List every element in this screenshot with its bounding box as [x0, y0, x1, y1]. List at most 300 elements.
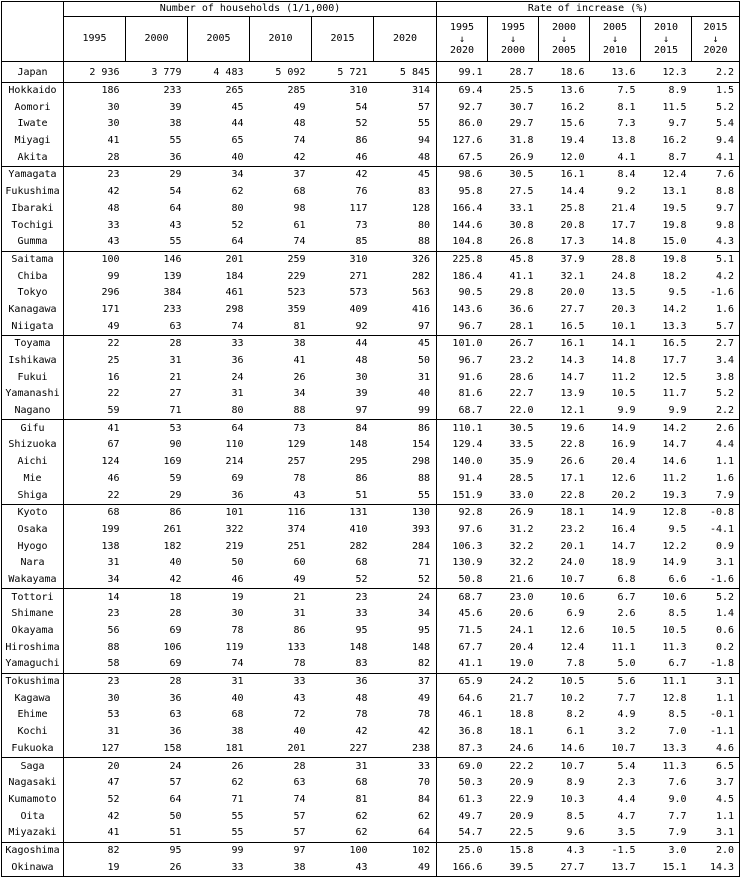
household-count-cell: 49 — [250, 572, 312, 589]
household-count-cell: 64 — [374, 825, 437, 842]
rate-cell: 4.1 — [590, 149, 641, 166]
rate-cell: 22.8 — [539, 487, 590, 504]
household-count-cell: 49 — [417, 692, 431, 704]
household-count-cell: 410 — [349, 523, 368, 535]
household-count-cell: 298 — [411, 456, 431, 468]
rate-cell: 25.5 — [509, 85, 534, 97]
table-row — [2, 285, 740, 302]
household-count-cell: 85 — [312, 234, 374, 251]
down-arrow-icon: ↓ — [459, 33, 466, 45]
rate-cell: 33.1 — [509, 202, 534, 214]
household-count-cell: 271 — [349, 270, 368, 282]
rate-cell: 35.9 — [509, 456, 534, 468]
household-count-cell: 55 — [169, 135, 182, 147]
rate-cell: 11.1 — [662, 676, 687, 688]
table-row — [2, 99, 740, 116]
household-count-cell: 97 — [312, 403, 374, 420]
rate-cell: 30.7 — [509, 101, 534, 113]
rate-cell: 45.8 — [509, 253, 534, 265]
household-count-cell: 42 — [126, 572, 188, 589]
rate-cell: 4.1 — [692, 149, 740, 166]
household-count-cell: 43 — [312, 859, 374, 876]
household-count-cell: 48 — [355, 692, 368, 704]
rate-cell: 33.0 — [488, 487, 539, 504]
household-count-cell: 36 — [169, 692, 182, 704]
table-row — [2, 825, 740, 842]
prefecture-name: Kumamoto — [2, 792, 64, 809]
table-row — [2, 707, 740, 724]
rate-cell: 144.6 — [437, 217, 488, 234]
household-count-cell: 68 — [107, 507, 120, 519]
rate-cell: 20.3 — [611, 303, 636, 315]
household-count-cell: 39 — [169, 101, 182, 113]
rate-cell: 14.2 — [662, 422, 687, 434]
rate-cell: 46.1 — [437, 707, 488, 724]
rate-cell: 49.7 — [437, 808, 488, 825]
household-count-cell: 14 — [107, 591, 120, 603]
rate-cell: 5.6 — [617, 676, 636, 688]
household-count-cell: 46 — [312, 149, 374, 166]
prefecture-name: Gifu — [2, 420, 64, 437]
rate-cell: 16.4 — [611, 523, 636, 535]
rate-cell: 8.7 — [641, 149, 692, 166]
prefecture-name: Shiga — [2, 487, 64, 504]
rate-cell: 8.9 — [566, 777, 585, 789]
household-count-cell: 146 — [163, 253, 182, 265]
rate-cell: 20.6 — [509, 608, 534, 620]
rate-cell: 24.2 — [509, 676, 534, 688]
down-arrow-icon: ↓ — [510, 33, 517, 45]
table-row — [2, 572, 740, 589]
rate-cell: 10.5 — [611, 388, 636, 400]
household-count-cell: 563 — [411, 287, 431, 299]
prefecture-name: Kagoshima — [2, 842, 64, 859]
rate-cell: 68.7 — [437, 403, 488, 420]
household-count-cell: 52 — [231, 219, 244, 231]
household-count-cell: 51 — [312, 487, 374, 504]
period-year: 2015 — [653, 44, 679, 56]
household-count-cell: 68 — [355, 777, 368, 789]
rate-cell: 16.1 — [560, 169, 585, 181]
household-count-cell: 33 — [355, 608, 368, 620]
rate-cell: 12.3 — [641, 62, 692, 83]
rate-cell: 3.7 — [692, 775, 740, 792]
household-count-cell: 116 — [287, 507, 306, 519]
rate-cell: 13.7 — [590, 859, 641, 876]
household-count-cell: 61 — [293, 219, 306, 231]
household-count-cell: 106 — [163, 641, 182, 653]
rate-cell: 9.9 — [641, 403, 692, 420]
rate-cell: 20.4 — [509, 641, 534, 653]
rate-cell: 129.4 — [437, 437, 488, 454]
household-count-cell: 182 — [163, 540, 182, 552]
household-count-cell: 326 — [411, 253, 431, 265]
household-year-header: 2005 — [188, 17, 250, 62]
rate-cell: -0.8 — [692, 504, 740, 521]
household-count-cell: 81 — [250, 318, 312, 335]
household-count-cell: 64 — [188, 234, 250, 251]
rate-cell: 3.1 — [692, 825, 740, 842]
prefecture-name: Yamagata — [2, 167, 64, 184]
rate-cell: 87.3 — [437, 741, 488, 758]
household-count-cell: 41 — [107, 135, 120, 147]
household-count-cell: 74 — [188, 656, 250, 673]
prefecture-name: Nagano — [2, 403, 64, 420]
rate-cell: 23.2 — [509, 355, 534, 367]
table-row — [2, 487, 740, 504]
household-count-cell: 73 — [355, 219, 368, 231]
household-count-cell: 82 — [107, 844, 120, 856]
rate-cell: 8.5 — [668, 608, 687, 620]
household-count-cell: 29 — [169, 169, 182, 181]
rate-cell: 21.4 — [611, 202, 636, 214]
prefecture-name: Nagasaki — [2, 775, 64, 792]
table-row — [2, 133, 740, 150]
household-count-cell: 68 — [231, 709, 244, 721]
household-count-cell: 74 — [188, 318, 250, 335]
rate-cell: 11.2 — [611, 371, 636, 383]
rate-cell: 24.8 — [611, 270, 636, 282]
household-count-cell: 78 — [250, 656, 312, 673]
household-count-cell: 33 — [231, 338, 244, 350]
table-row — [2, 842, 740, 859]
household-count-cell: 50 — [169, 810, 182, 822]
rate-cell: 8.5 — [668, 709, 687, 721]
table-row — [2, 201, 740, 218]
household-count-cell: 80 — [188, 403, 250, 420]
rate-cell: 20.0 — [560, 287, 585, 299]
rate-cell: 6.7 — [617, 591, 636, 603]
rate-cell: 1.6 — [692, 302, 740, 319]
household-count-cell: 37 — [417, 676, 431, 688]
household-count-cell: 5 845 — [374, 62, 437, 83]
household-count-cell: 55 — [126, 234, 188, 251]
rate-cell: 92.8 — [437, 504, 488, 521]
rate-cell: 22.5 — [488, 825, 539, 842]
household-count-cell: 28 — [64, 149, 126, 166]
rate-cell: 50.3 — [437, 775, 488, 792]
rate-cell: 1.4 — [692, 606, 740, 623]
rate-cell: 4.2 — [692, 268, 740, 285]
household-count-cell: 57 — [250, 825, 312, 842]
household-count-cell: 31 — [107, 557, 120, 569]
rate-cell: 151.9 — [437, 487, 488, 504]
household-count-cell: 88 — [107, 641, 120, 653]
prefecture-name: Tottori — [2, 589, 64, 606]
household-count-cell: 19 — [64, 859, 126, 876]
household-count-cell: 51 — [126, 825, 188, 842]
rate-cell: 5.2 — [692, 589, 740, 606]
rate-cell: 12.5 — [662, 371, 687, 383]
rate-cell: -1.6 — [692, 572, 740, 589]
rate-cell: 11.7 — [662, 388, 687, 400]
prefecture-name: Hyogo — [2, 538, 64, 555]
household-count-cell: 70 — [417, 777, 431, 789]
household-count-cell: 71 — [126, 403, 188, 420]
rate-cell: 7.5 — [617, 85, 636, 97]
household-count-cell: 86 — [417, 422, 431, 434]
rate-cell: 110.1 — [437, 420, 488, 437]
rate-cell: 5.7 — [692, 318, 740, 335]
household-count-cell: 68 — [293, 186, 306, 198]
rate-cell: 20.4 — [611, 456, 636, 468]
rate-cell: 6.9 — [566, 608, 585, 620]
household-count-cell: 52 — [355, 118, 368, 130]
household-count-cell: 86 — [355, 472, 368, 484]
rate-cell: 14.6 — [662, 456, 687, 468]
household-count-cell: 69 — [231, 472, 244, 484]
household-count-cell: 4 483 — [188, 62, 250, 83]
rate-cell: 7.8 — [539, 656, 590, 673]
household-count-cell: 5 092 — [250, 62, 312, 83]
period-year: 2015 — [703, 21, 728, 33]
rate-cell: 2.2 — [692, 62, 740, 83]
household-count-cell: 201 — [250, 741, 312, 758]
household-count-cell: 63 — [293, 777, 306, 789]
household-count-cell: 31 — [169, 355, 182, 367]
rate-cell: 7.9 — [692, 487, 740, 504]
household-count-cell: 148 — [349, 641, 368, 653]
household-count-cell: 54 — [169, 186, 182, 198]
household-count-cell: 3 779 — [126, 62, 188, 83]
rate-cell: 26.6 — [560, 456, 585, 468]
rate-cell: 26.8 — [488, 234, 539, 251]
prefecture-name: Hiroshima — [2, 639, 64, 656]
rate-cell: 7.3 — [617, 118, 636, 130]
household-count-cell: 52 — [312, 572, 374, 589]
period-year: 2020 — [449, 44, 475, 56]
rate-cell: 26.7 — [509, 338, 534, 350]
rate-cell: 19.8 — [662, 253, 687, 265]
household-count-cell: 43 — [169, 219, 182, 231]
household-count-cell: 55 — [417, 118, 431, 130]
rate-cell: 7.7 — [617, 692, 636, 704]
rate-cell: 9.6 — [539, 825, 590, 842]
prefecture-name: Fukui — [2, 369, 64, 386]
rate-cell: 5.2 — [692, 99, 740, 116]
household-count-cell: 36 — [126, 149, 188, 166]
rate-cell: 1.1 — [692, 454, 740, 471]
table-row — [2, 555, 740, 572]
rate-cell: 19.0 — [488, 656, 539, 673]
prefecture-name: Saitama — [2, 251, 64, 268]
rate-cell: 28.5 — [509, 472, 534, 484]
rate-cell: 1.5 — [692, 82, 740, 99]
household-count-cell: 44 — [231, 118, 244, 130]
household-count-cell: 48 — [374, 149, 437, 166]
household-count-cell: 130 — [411, 507, 431, 519]
household-count-cell: 55 — [374, 487, 437, 504]
household-count-cell: 523 — [287, 287, 306, 299]
rate-cell: 27.7 — [560, 303, 585, 315]
household-count-cell: 53 — [169, 422, 182, 434]
rate-cell: 26.9 — [509, 507, 534, 519]
household-count-cell: 227 — [312, 741, 374, 758]
rate-cell: 6.5 — [692, 758, 740, 775]
rate-cell: 18.6 — [539, 62, 590, 83]
household-count-cell: 393 — [411, 523, 431, 535]
household-count-cell: 57 — [417, 101, 431, 113]
table-row — [2, 859, 740, 876]
household-count-cell: 83 — [417, 186, 431, 198]
rate-cell: 30.5 — [509, 169, 534, 181]
household-count-cell: 60 — [293, 557, 306, 569]
table-row — [2, 673, 740, 690]
rate-cell: 2.7 — [692, 336, 740, 353]
rate-cell: 24.0 — [560, 557, 585, 569]
period-year: 2005 — [551, 44, 577, 56]
prefecture-name: Ishikawa — [2, 353, 64, 370]
rate-period-header — [437, 17, 488, 62]
rate-cell: 36.6 — [509, 303, 534, 315]
table-row — [2, 454, 740, 471]
households-table — [1, 1, 740, 877]
household-count-cell: 33 — [107, 219, 120, 231]
household-count-cell: 31 — [231, 676, 244, 688]
table-row — [2, 656, 740, 673]
rate-cell: 16.5 — [662, 338, 687, 350]
rate-cell: 65.9 — [437, 673, 488, 690]
rate-cell: 3.1 — [692, 673, 740, 690]
rate-cell: 5.1 — [692, 251, 740, 268]
rate-cell: 11.3 — [662, 760, 687, 772]
rate-cell: 2.6 — [692, 420, 740, 437]
rate-cell: 41.1 — [509, 270, 534, 282]
household-count-cell: 31 — [417, 371, 431, 383]
rate-cell: 9.5 — [668, 523, 687, 535]
prefecture-header — [2, 2, 64, 62]
rate-cell: 16.2 — [662, 135, 687, 147]
rate-cell: 19.8 — [662, 219, 687, 231]
household-count-cell: 30 — [107, 101, 120, 113]
prefecture-name: Gumma — [2, 234, 64, 251]
rate-period-header — [641, 17, 692, 62]
rate-cell: 20.8 — [560, 219, 585, 231]
household-count-cell: 55 — [231, 810, 244, 822]
household-count-cell: 27 — [169, 388, 182, 400]
household-count-cell: 461 — [225, 287, 244, 299]
rate-cell: 24.1 — [509, 625, 534, 637]
rate-cell: 61.3 — [437, 792, 488, 809]
household-count-cell: 100 — [101, 253, 120, 265]
rate-cell: 24.6 — [488, 741, 539, 758]
rate-cell: 11.3 — [662, 641, 687, 653]
household-count-cell: 23 — [355, 591, 368, 603]
rate-cell: 13.3 — [641, 741, 692, 758]
household-count-cell: 98 — [293, 202, 306, 214]
rate-cell: 98.6 — [437, 167, 488, 184]
household-count-cell: 52 — [374, 572, 437, 589]
household-count-cell: 30 — [107, 118, 120, 130]
household-count-cell: 34 — [293, 388, 306, 400]
rate-cell: 25.0 — [437, 842, 488, 859]
table-row — [2, 318, 740, 335]
rate-cell: 14.4 — [560, 186, 585, 198]
rate-cell: 28.1 — [488, 318, 539, 335]
prefecture-name: Akita — [2, 149, 64, 166]
household-count-cell: 24 — [231, 371, 244, 383]
household-count-cell: 65 — [231, 135, 244, 147]
rate-cell: 99.1 — [437, 62, 488, 83]
rate-cell: 14.8 — [611, 355, 636, 367]
table-row — [2, 82, 740, 99]
table-row — [2, 741, 740, 758]
rate-cell: 8.2 — [566, 709, 585, 721]
rate-cell: 101.0 — [437, 336, 488, 353]
household-count-cell: 50 — [417, 355, 431, 367]
rate-cell: 3.5 — [590, 825, 641, 842]
rate-cell: 3.4 — [692, 353, 740, 370]
rate-cell: 4.7 — [617, 810, 636, 822]
household-count-cell: 69 — [169, 625, 182, 637]
household-count-cell: 46 — [107, 472, 120, 484]
rate-cell: 106.3 — [437, 538, 488, 555]
rate-cell: 17.7 — [611, 219, 636, 231]
household-count-cell: 21 — [293, 591, 306, 603]
household-count-cell: 2 936 — [64, 62, 126, 83]
rate-cell: 12.0 — [539, 149, 590, 166]
household-count-cell: 64 — [231, 422, 244, 434]
household-count-cell: 282 — [349, 540, 368, 552]
household-count-cell: 95 — [355, 625, 368, 637]
household-count-cell: 117 — [349, 202, 368, 214]
rate-cell: 12.6 — [611, 472, 636, 484]
rate-cell: 14.3 — [560, 355, 585, 367]
household-count-cell: 39 — [355, 388, 368, 400]
rate-cell: 14.7 — [560, 371, 585, 383]
prefecture-name: Ibaraki — [2, 201, 64, 218]
rate-cell: 8.9 — [668, 85, 687, 97]
household-count-cell: 233 — [163, 85, 182, 97]
household-count-cell: 16 — [107, 371, 120, 383]
household-count-cell: 186 — [101, 85, 120, 97]
household-count-cell: 124 — [101, 456, 120, 468]
down-arrow-icon: ↓ — [663, 33, 670, 45]
table-row — [2, 184, 740, 201]
household-count-cell: 33 — [293, 676, 306, 688]
household-year-header: 2010 — [250, 17, 312, 62]
table-header — [2, 2, 740, 62]
prefecture-name: Niigata — [2, 318, 64, 335]
household-count-cell: 72 — [293, 709, 306, 721]
table-row — [2, 403, 740, 420]
table-row — [2, 606, 740, 623]
household-count-cell: 62 — [355, 810, 368, 822]
rate-cell: -1.5 — [611, 844, 636, 856]
prefecture-name: Kagawa — [2, 690, 64, 707]
table-row — [2, 504, 740, 521]
household-count-cell: 49 — [374, 859, 437, 876]
household-count-cell: 229 — [287, 270, 306, 282]
period-year: 1995 — [500, 21, 526, 33]
prefecture-name: Kyoto — [2, 504, 64, 521]
rate-cell: 9.8 — [692, 217, 740, 234]
household-count-cell: 238 — [374, 741, 437, 758]
rate-cell: 0.6 — [692, 623, 740, 640]
prefecture-name: Osaka — [2, 522, 64, 539]
rate-cell: 69.0 — [437, 758, 488, 775]
period-year: 1995 — [449, 21, 475, 33]
household-count-cell: 41 — [107, 422, 120, 434]
household-count-cell: 23 — [107, 169, 120, 181]
household-count-cell: 88 — [417, 472, 431, 484]
rate-cell: 8.4 — [617, 169, 636, 181]
household-count-cell: 45 — [417, 338, 431, 350]
rate-cell: 27.7 — [539, 859, 590, 876]
rate-cell: 14.9 — [662, 557, 687, 569]
prefecture-name: Kanagawa — [2, 302, 64, 319]
household-count-cell: 45 — [417, 169, 431, 181]
